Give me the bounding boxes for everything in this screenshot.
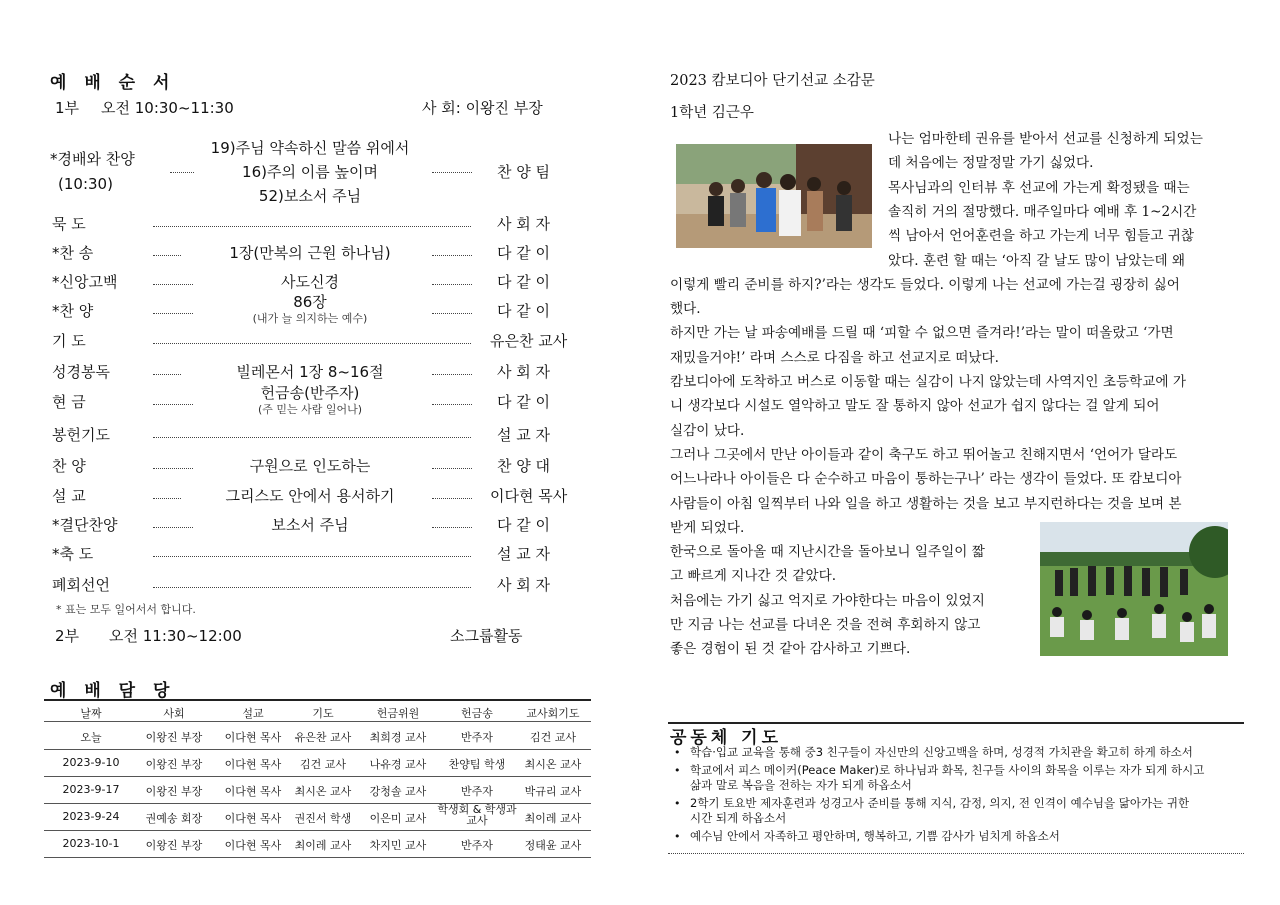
table-cell: 이왕진 부장: [145, 731, 203, 744]
essay-line: 이렇게 빨리 준비를 하지?’라는 생각도 들었다. 이렇게 나는 선교에 가는걸 굉장히 싫어: [670, 276, 1180, 293]
table-cell: 찬양팀 학생: [448, 758, 506, 771]
essay-line: 했다.: [670, 301, 701, 318]
mission-photo-2-image: [1040, 522, 1228, 656]
prayer-title: 공동체 기도: [670, 728, 783, 748]
order-content-6: 빌레몬서 1장 8~16절: [236, 363, 384, 381]
table-header-cell: 헌금위원: [376, 707, 420, 720]
order-who-11: 다 같 이: [497, 516, 551, 534]
order-name-4: *찬 양: [52, 302, 94, 320]
order-content-2: 1장(만복의 근원 하나님): [229, 244, 391, 262]
order-who-9: 찬 양 대: [497, 457, 551, 475]
essay-line: 처음에는 가기 싫고 억지로 가야한다는 마음이 있었지: [670, 592, 985, 609]
leader-dots: [153, 255, 181, 256]
table-header-cell: 사회: [163, 707, 185, 720]
essay-line: 재밌을거야!’ 라며 스스로 다짐을 하고 선교지로 떠났다.: [670, 349, 999, 366]
table-cell: 반주자: [461, 839, 493, 852]
table-header-cell: 설교: [242, 707, 264, 720]
order-name-3: *신앙고백: [52, 273, 118, 291]
order-who-3: 다 같 이: [497, 273, 551, 291]
order-content-10: 그리스도 안에서 용서하기: [225, 487, 395, 505]
table-cell: 이다현 목사: [224, 758, 282, 771]
essay-line: 았다. 훈련 할 때는 ‘아직 갈 날도 많이 남았는데 왜: [888, 252, 1186, 269]
service2-label: 2부: [55, 627, 80, 645]
prayer-item: 예수님 안에서 자족하고 평안하며, 행복하고, 기쁨 감사가 넘치게 하옵소서: [690, 829, 1060, 843]
mission-photo-2: [1040, 522, 1228, 656]
essay-line: 솔직히 거의 절망했다. 매주일마다 예배 후 1~2시간: [888, 203, 1197, 220]
table-cell: 오늘: [80, 731, 102, 744]
table-cell: 이왕진 부장: [145, 758, 203, 771]
order-name-12: *축 도: [52, 545, 94, 563]
order-content-4: 86장: [293, 293, 327, 311]
table-cell: 이다현 목사: [224, 785, 282, 798]
table-cell: 최이레 교사: [294, 839, 352, 852]
essay-line: 고 빠르게 지나간 것 같았다.: [670, 568, 837, 585]
order-who-5: 유은찬 교사: [490, 332, 568, 350]
table-cell: 최시온 교사: [294, 785, 352, 798]
essay-line: 실감이 났다.: [670, 422, 745, 439]
essay-line: 그러나 그곳에서 만난 아이들과 같이 축구도 하고 뛰어놀고 친해지면서 ‘언어가 달라도: [670, 446, 1178, 463]
order-content-3: 사도신경: [281, 273, 339, 291]
order-name-9: 찬 양: [52, 457, 86, 475]
leader-dots: [432, 255, 472, 256]
prayer-item: 2학기 토요반 제자훈련과 성경고사 준비를 통해 지식, 감정, 의지, 전 인격이 예수님을 닮아가는 귀한: [690, 796, 1190, 810]
order-name-7: 현 금: [52, 393, 86, 411]
leader-dots: [153, 284, 193, 285]
order-name-13: 폐회선언: [52, 576, 110, 594]
order-name-10: 설 교: [52, 487, 86, 505]
table-cell: 김건 교사: [529, 731, 576, 744]
leader-dots: [432, 313, 472, 314]
essay-line: 하지만 가는 날 파송예배를 드릴 때 ‘피할 수 없으면 즐겨라!’라는 말이 떠올랐고 ‘가면: [670, 325, 1174, 342]
table-header-cell: 기도: [312, 707, 334, 720]
mission-photo-1: [676, 144, 872, 248]
table-cell: 권예송 회장: [145, 812, 203, 825]
table-rule: [44, 776, 591, 777]
leader-dots: [153, 404, 193, 405]
leader-dots: [153, 313, 193, 314]
prayer-item: 삶과 말로 복음을 전하는 자가 되게 하옵소서: [690, 778, 912, 792]
order-who-7: 다 같 이: [497, 393, 551, 411]
order-content-9: 구원으로 인도하는: [249, 457, 371, 475]
order-name-2: *찬 송: [52, 244, 94, 262]
order-name-0: *경배와 찬양: [50, 150, 135, 168]
order-name-1: 묵 도: [52, 215, 86, 233]
order-sub-0: (10:30): [58, 175, 113, 193]
order-who-1: 사 회 자: [497, 215, 551, 233]
order-who-2: 다 같 이: [497, 244, 551, 262]
praise-song-1: 19)주님 약속하신 말씀 위에서: [210, 139, 410, 157]
table-rule: [44, 857, 591, 858]
worship-order-title: 예 배 순 서: [50, 73, 176, 93]
essay-line: 캄보디아에 도착하고 버스로 이동할 때는 실감이 나지 않았는데 사역지인 초등학교에 가: [670, 374, 1186, 390]
prayer-item: 학교에서 피스 메이커(Peace Maker)로 하나님과 화목, 친구들 사이의 화목을 이루는 자가 되게 하시고: [690, 763, 1205, 777]
table-header-cell: 날짜: [80, 707, 102, 720]
bullet: •: [674, 764, 681, 777]
leader-dots: [153, 374, 181, 375]
leader-dots: [153, 226, 471, 227]
table-cell: 이은미 교사: [369, 812, 427, 825]
standing-note: * 표는 모두 일어서서 합니다.: [56, 603, 196, 616]
essay-line: 만 지금 나는 선교를 다녀온 것을 전혀 후회하지 않고: [670, 617, 981, 633]
essay-title: 2023 캄보디아 단기선교 소감문: [670, 73, 875, 89]
table-cell: 반주자: [461, 785, 493, 798]
service1-host: 사 회: 이왕진 부장: [422, 99, 543, 117]
table-rule: [44, 721, 591, 722]
essay-line: 데 처음에는 정말정말 가기 싫었다.: [888, 155, 1094, 172]
essay-line: 씩 남아서 언어훈련을 하고 가는게 너무 힘들고 귀찮: [888, 228, 1195, 245]
service2-time: 오전 11:30~12:00: [109, 627, 242, 645]
table-cell: 강청솔 교사: [369, 785, 427, 798]
prayer-item: 학습·입교 교육을 통해 중3 친구들이 자신만의 신앙고백을 하며, 성경적 가치관을 확고히 하게 하소서: [690, 745, 1193, 759]
table-cell: 정태윤 교사: [524, 839, 582, 852]
essay-line: 나는 엄마한테 권유를 받아서 선교를 신청하게 되었는: [888, 131, 1203, 147]
bullet: •: [674, 797, 681, 810]
prayer-item: 시간 되게 하옵소서: [690, 811, 787, 825]
service1-label: 1부: [55, 99, 80, 117]
table-cell: 최이레 교사: [524, 812, 582, 825]
table-cell: 이다현 목사: [224, 812, 282, 825]
essay-author: 1학년 김근우: [670, 105, 754, 121]
order-name-8: 봉헌기도: [52, 426, 110, 444]
prayer-bottom-rule: [668, 853, 1244, 854]
table-cell: 이왕진 부장: [145, 839, 203, 852]
table-header-cell: 헌금송: [461, 707, 493, 720]
table-cell: 박규리 교사: [524, 785, 582, 798]
leader-dots: [153, 343, 471, 344]
leader-dots: [153, 498, 181, 499]
order-content-7: 헌금송(반주자): [260, 384, 360, 402]
table-cell: 나유경 교사: [369, 758, 427, 771]
service2-activity: 소그룹활동: [450, 627, 523, 645]
table-top-rule: [44, 699, 591, 701]
leader-dots: [153, 556, 471, 557]
order-sub-4: (내가 늘 의지하는 예수): [252, 312, 368, 325]
essay-line: 좋은 경험이 된 것 같아 감사하고 기쁘다.: [670, 641, 911, 658]
leader-dots: [432, 404, 472, 405]
order-who-8: 설 교 자: [497, 426, 551, 444]
table-cell: 차지민 교사: [369, 839, 427, 852]
table-cell: 최희경 교사: [369, 731, 427, 744]
leader-dots: [432, 172, 472, 173]
table-cell: 김건 교사: [299, 758, 346, 771]
leader-dots: [153, 527, 193, 528]
table-cell: 2023-9-10: [62, 756, 120, 769]
table-rule: [44, 749, 591, 750]
table-cell: 권진서 학생: [294, 812, 352, 825]
table-cell: 학생회 & 학생과 교사: [437, 803, 517, 827]
essay-line: 니 생각보다 시설도 열악하고 말도 잘 통하지 않아 선교가 쉽지 않다는 걸 알게 되어: [670, 398, 1160, 415]
leader-dots: [153, 468, 193, 469]
duty-title: 예 배 담 당: [50, 681, 176, 701]
order-who-13: 사 회 자: [497, 576, 551, 594]
order-name-11: *결단찬양: [52, 516, 118, 534]
table-cell: 반주자: [461, 731, 493, 744]
order-content-11: 보소서 주님: [271, 516, 349, 534]
table-cell: 2023-10-1: [62, 837, 120, 850]
table-cell: 이다현 목사: [224, 731, 282, 744]
leader-dots: [432, 284, 472, 285]
table-header-cell: 교사회기도: [526, 707, 580, 720]
leader-dots: [432, 468, 472, 469]
essay-line: 한국으로 돌아올 때 지난시간을 돌아보니 일주일이 짧: [670, 544, 985, 561]
table-cell: 2023-9-17: [62, 783, 120, 796]
praise-song-3: 52)보소서 주님: [258, 187, 362, 205]
bullet: •: [674, 746, 681, 759]
order-who-0: 찬 양 팀: [497, 163, 551, 181]
bullet: •: [674, 830, 681, 843]
service1-time: 오전 10:30~11:30: [101, 99, 234, 117]
order-who-4: 다 같 이: [497, 302, 551, 320]
order-who-12: 설 교 자: [497, 545, 551, 563]
leader-dots: [153, 587, 471, 588]
table-cell: 최시온 교사: [524, 758, 582, 771]
leader-dots: [170, 172, 194, 173]
order-sub-7: (주 믿는 사람 일어나): [257, 403, 363, 416]
essay-line: 목사님과의 인터뷰 후 선교에 가는게 확정됐을 때는: [888, 179, 1190, 196]
essay-line: 사람들이 아침 일찍부터 나와 일을 하고 생활하는 것을 보고 부지런하다는 것을 보며 본: [670, 495, 1182, 512]
leader-dots: [432, 498, 472, 499]
mission-photo-1-image: [676, 144, 872, 248]
order-who-6: 사 회 자: [497, 363, 551, 381]
table-cell: 이다현 목사: [224, 839, 282, 852]
table-cell: 2023-9-24: [62, 810, 120, 823]
table-rule: [44, 830, 591, 831]
essay-line: 어느나라나 아이들은 다 순수하고 마음이 통하는구나’ 라는 생각이 들었다. 또 캄보디아: [670, 471, 1182, 488]
leader-dots: [153, 437, 471, 438]
leader-dots: [432, 527, 472, 528]
essay-line: 받게 되었다.: [670, 519, 745, 536]
praise-song-2: 16)주의 이름 높이며: [242, 163, 378, 181]
order-name-5: 기 도: [52, 332, 86, 350]
table-cell: 이왕진 부장: [145, 785, 203, 798]
order-name-6: 성경봉독: [52, 363, 110, 381]
leader-dots: [432, 374, 472, 375]
table-cell: 유은찬 교사: [294, 731, 352, 744]
order-who-10: 이다현 목사: [490, 487, 568, 505]
